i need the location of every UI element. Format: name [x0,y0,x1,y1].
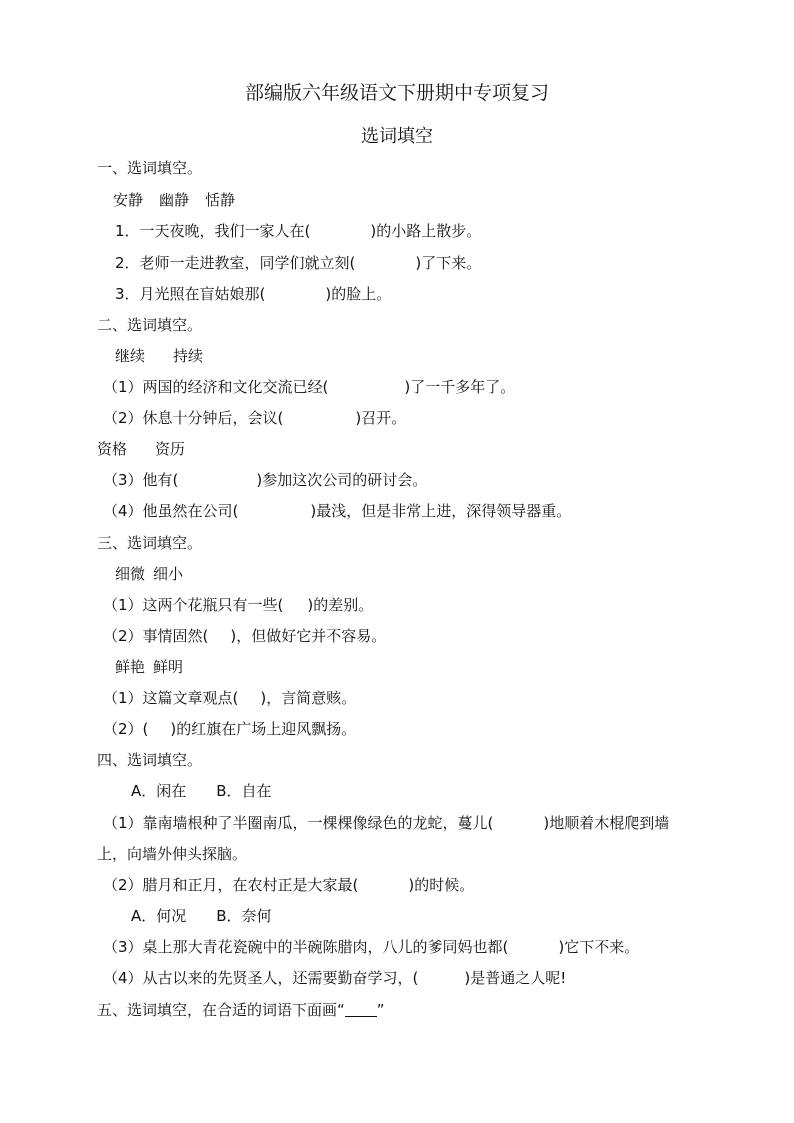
section1-word-bank [113,190,235,210]
question-line: 2．老师一走进教室，同学们就立刻( )了下来。 [115,254,482,272]
section3-heading: 三、选词填空。 [97,534,203,552]
question-line: （1）这篇文章观点( )，言简意赅。 [103,689,357,707]
word-option: 资历 [155,440,186,458]
word-option: 细小 [153,565,184,583]
question-line: （2）腊月和正月，在农村正是大家最( )的时候。 [103,876,475,894]
word-option: 鲜艳 [115,658,146,676]
section4-options-a [131,781,272,801]
word-option: 幽静 [159,191,190,209]
section4-options-b [131,906,272,926]
choice-option: B．自在 [216,782,272,800]
question-line: （1）靠南墙根种了半圈南瓜，一棵棵像绿色的龙蛇，蔓儿( )地顺着木棍爬到墙 [103,814,670,832]
choice-option: B．奈何 [216,907,272,925]
word-option: 鲜明 [153,658,184,676]
word-option: 资格 [97,440,128,458]
question-line: （1）两国的经济和文化交流已经( )了一千多年了。 [103,378,516,396]
section1-heading: 一、选词填空。 [97,159,203,177]
page-title: 部编版六年级语文下册期中专项复习 [244,82,549,104]
section2-word-bank-b [97,439,185,459]
word-option: 安静 [113,191,144,209]
word-option: 继续 [115,347,146,365]
question-line: 3．月光照在盲姑娘那( )的脸上。 [115,285,392,303]
question-line: 1．一天夜晚，我们一家人在( )的小路上散步。 [115,222,482,240]
question-line: （3）他有( )参加这次公司的研讨会。 [103,471,428,489]
section4-heading: 四、选词填空。 [97,751,203,769]
word-option: 持续 [173,347,204,365]
question-line: （4）他虽然在公司( )最浅，但是非常上进，深得领导器重。 [103,502,572,520]
section3-word-bank-b [115,657,183,677]
choice-option: A．何况 [131,907,187,925]
page-subtitle: 选词填空 [361,126,433,147]
word-option: 恬静 [205,191,236,209]
question-line: （4）从古以来的先贤圣人，还需要勤奋学习，( )是普通之人呢! [103,969,567,987]
section5-heading: 五、选词填空，在合适的词语下面画“ ” [97,1001,385,1019]
question-line: （3）桌上那大青花瓷碗中的半碗陈腊肉，八儿的爹同妈也都( )它下不来。 [103,938,640,956]
section2-word-bank-a [115,346,203,366]
section3-word-bank-a [115,564,183,584]
choice-option: A．闲在 [131,782,187,800]
question-line: （2）事情固然( )，但做好它并不容易。 [103,627,387,645]
question-line-continued: 上，向墙外伸头探脑。 [97,845,248,863]
underline-sample [345,1002,377,1017]
question-line: （2）( )的红旗在广场上迎风飘扬。 [103,720,357,738]
question-line: （1）这两个花瓶只有一些( )的差别。 [103,596,374,614]
question-line: （2）休息十分钟后，会议( )召开。 [103,409,407,427]
word-option: 细微 [115,565,146,583]
section2-heading: 二、选词填空。 [97,316,203,334]
